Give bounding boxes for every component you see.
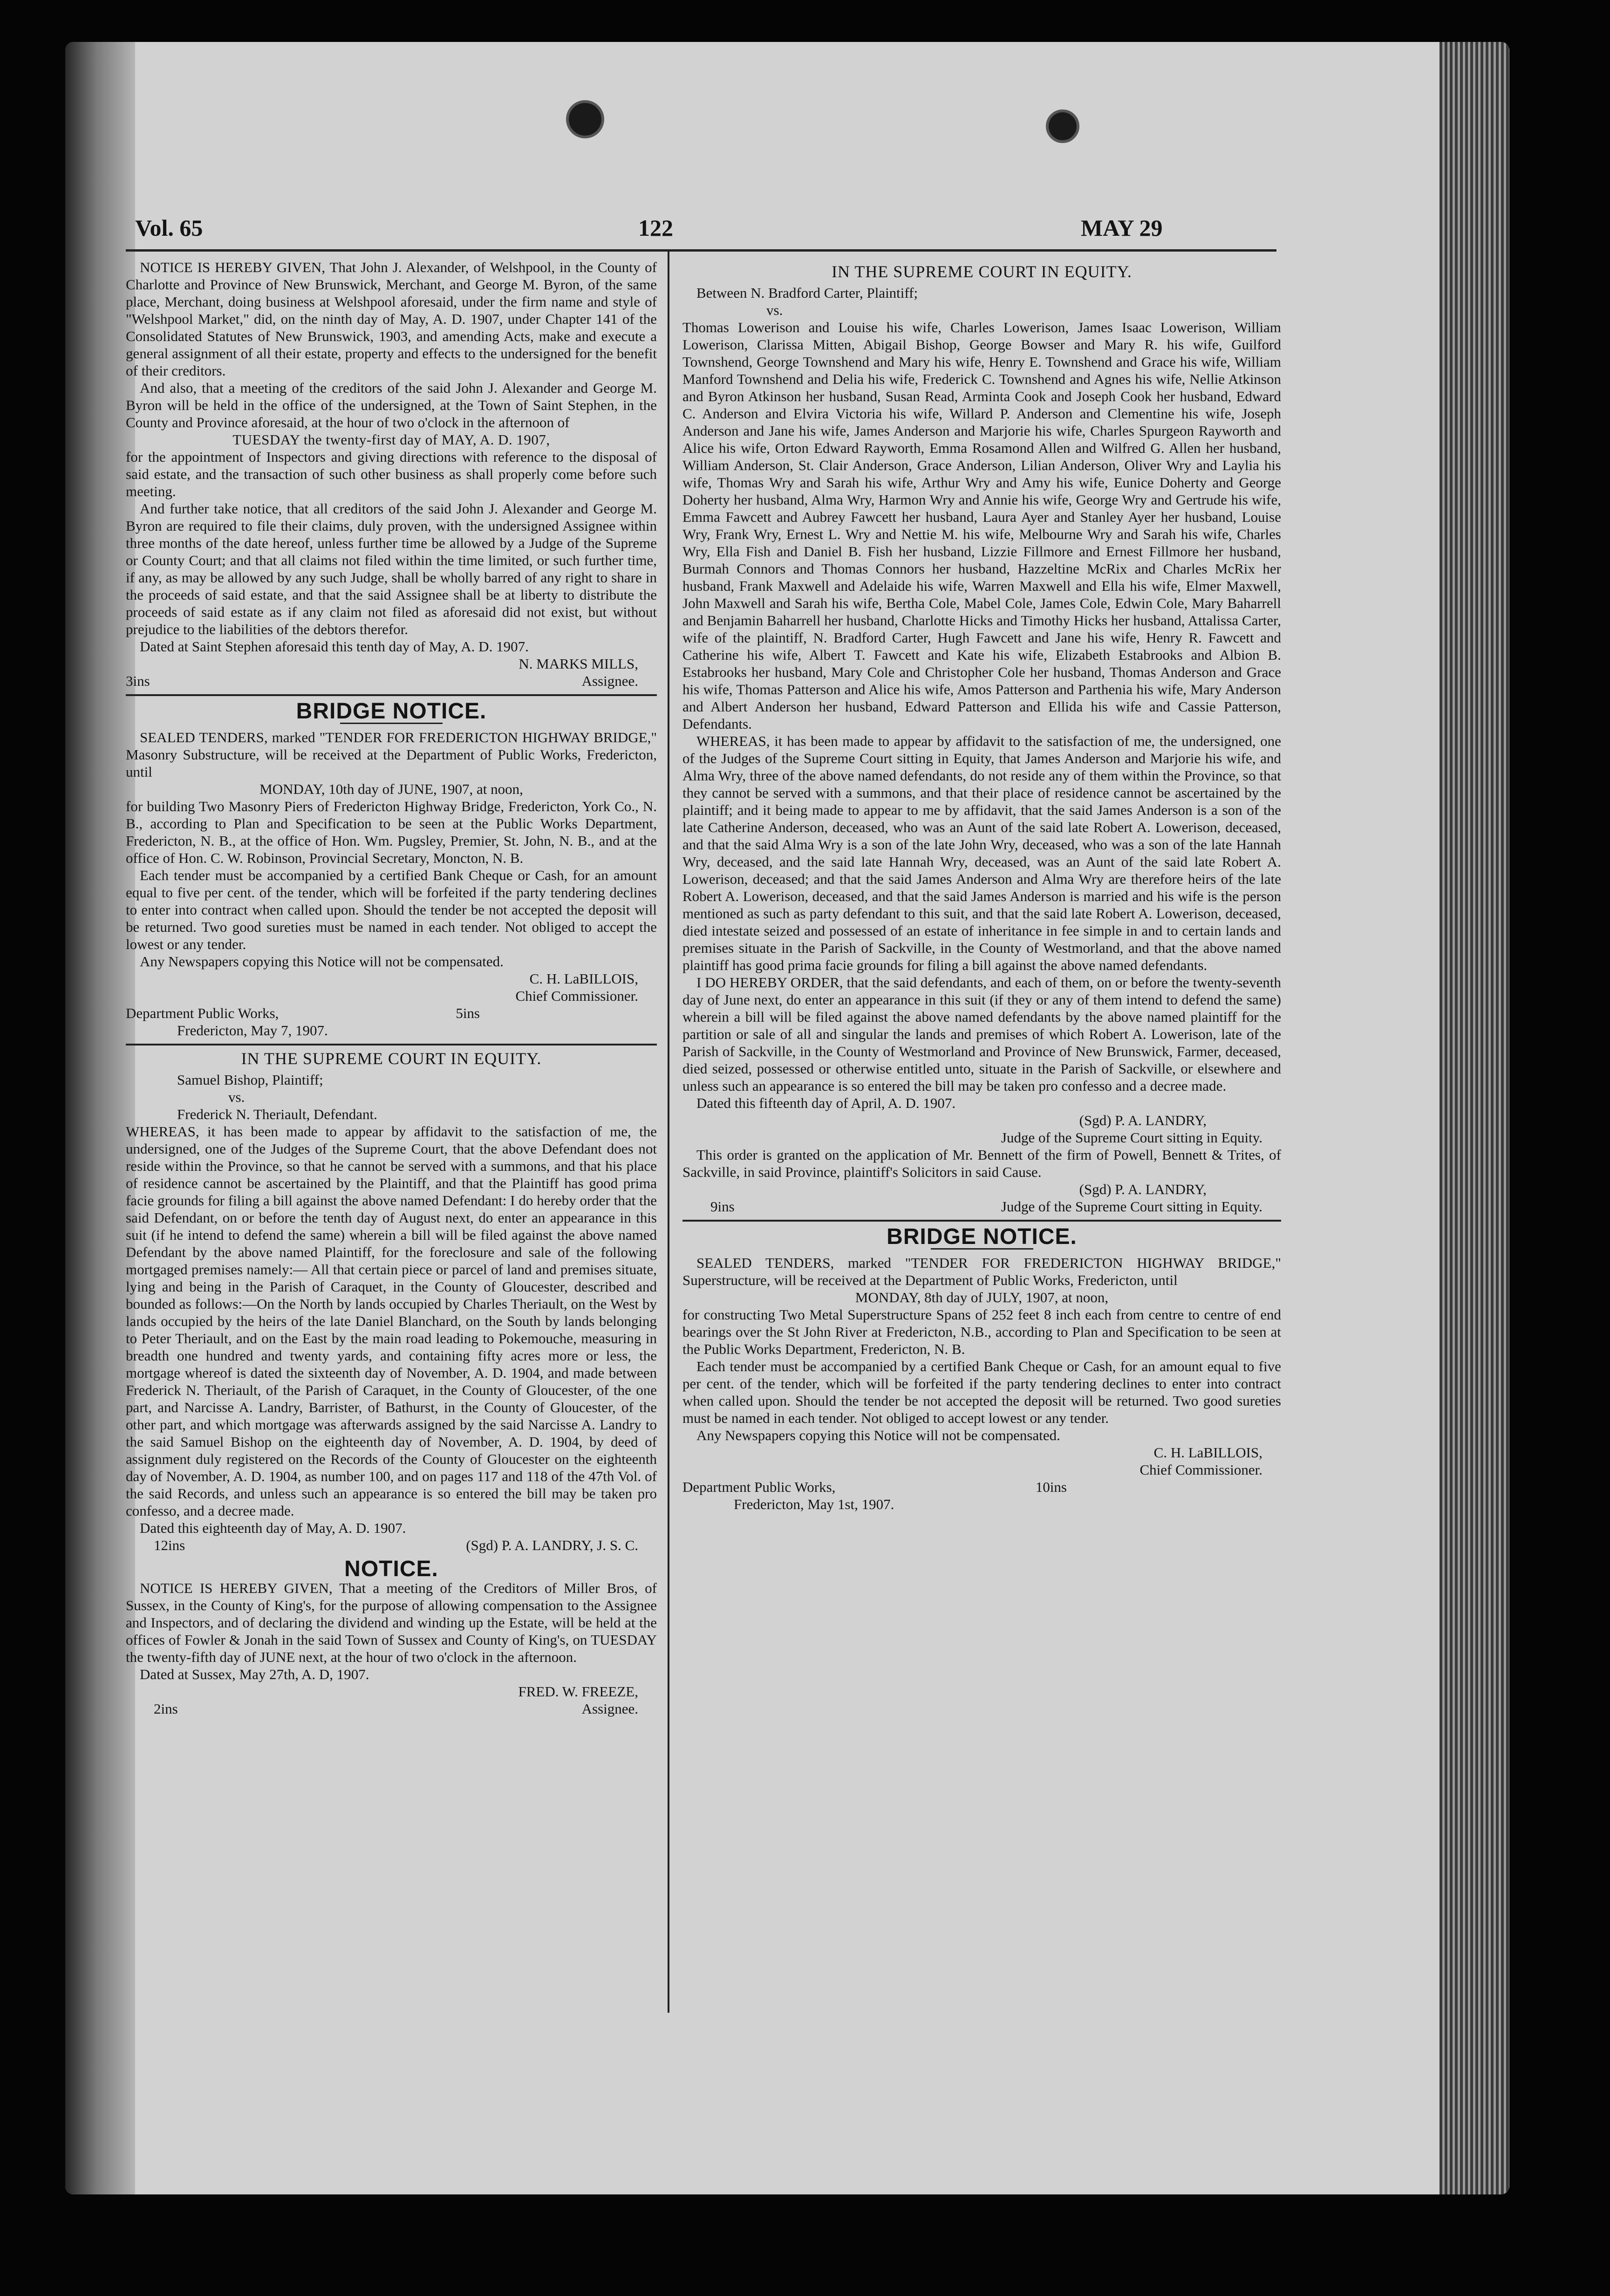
- bridge-notice-masonry: [126, 699, 657, 1039]
- section-rule: [126, 1044, 657, 1046]
- department: Department Public Works,: [126, 1005, 279, 1021]
- notice-body: NOTICE IS HEREBY GIVEN, That John J. Alexander, of Welshpool, in the County of Charlotte and Province of New Brunswick, Merchant, and George M. Byron, of the same place, Merchant, doing business at Welshpool aforesaid, under the firm name and style of "Welshpool Market," did, on the ninth day of May, A. D. 1907, under Chapter 141 of the Consolidated Statutes of New Brunswick, 1903, and amending Acts, make and execute a general assignment of all their estate, property and effects to the undersigned for the benefit of their creditors.: [126, 259, 657, 379]
- judge-signature: (Sgd) P. A. LANDRY, J. S. C.: [466, 1537, 638, 1553]
- judge-signature: (Sgd) P. A. LANDRY,: [1079, 1181, 1207, 1197]
- book-spine: [65, 42, 135, 2194]
- whereas-clause: WHEREAS, it has been made to appear by affidavit to the satisfaction of me, the undersigned, one of the Judges of the Supreme Court sitting in Equity, that James Anderson and Marjorie his wife, and Alma Wry, three of the above named defendants, do not reside any of them within the Province, so that they cannot be served with a summons, and that their place of residence cannot be ascertained by the plaintiff; and it being made to appear to me by affidavit, that the said James Anderson is a son of the late Catherine Anderson, deceased, who was an Aunt of the said late Robert A. Lowerison, deceased, and that the said Alma Wry is a son of the late John Wry, deceased, who was a son of the late Hannah Wry, deceased, and the said late Hannah Wry, deceased, was an Aunt of the said late Robert A. Lowerison, deceased; and that the said James Anderson and Alma Wry are therefore heirs of the late Robert A. Lowerison, deceased, and that the said James Anderson is married and his wife is the person mentioned as such as party defendant to this suit, and that the said late Robert A. Lowerison, deceased, died intestate seized and possessed of an estate of inheritance in fee simple in and to certain lands and premises situate in the Parish of Sackville, in the County of Westmorland, and that the above named plaintiff has good prima facie grounds for filing a bill against the above named defendants.: [682, 733, 1281, 973]
- section-rule: [126, 694, 657, 696]
- place-date: Fredericton, May 7, 1907.: [177, 1022, 328, 1039]
- judge-signature: (Sgd) P. A. LANDRY,: [1079, 1112, 1207, 1128]
- tender-terms: Each tender must be accompanied by a certified Bank Cheque or Cash, for an amount equal to five per cent. of the tender, which will be forfeited if the party tendering declines to enter into contract when called upon. Should the tender be not accepted the deposit will be returned. Two good sureties must be named in each tender. Not obliged to accept the lowest or any tender.: [126, 867, 657, 952]
- insertions: 3ins: [126, 673, 150, 689]
- notice-claims: And further take notice, that all creditors of the said John J. Alexander and George M. Byron are required to file their claims, duly proven, with the undersigned Assignee within three months of the date hereof, unless further time be allowed by a Judge of the Supreme or County Court; and that all claims not filed within the time limited, or such further time, if any, as may be allowed by any such Judge, shall be wholly barred of any right to share in the proceeds of said estate, and that the said Assignee shall be at liberty to distribute the proceeds of said estate as if any claim not filed as aforesaid did not exist, but without prejudice to the liabilities of the debtors therefor.: [126, 500, 657, 637]
- column-divider: [668, 252, 669, 2013]
- tender-date: MONDAY, 10th day of JUNE, 1907, at noon,: [259, 781, 523, 797]
- defendant: Frederick N. Theriault, Defendant.: [177, 1106, 377, 1122]
- judge-title: Judge of the Supreme Court sitting in Equity.: [1001, 1129, 1262, 1146]
- court-footer: [682, 1198, 1281, 1215]
- left-column: [126, 259, 657, 1717]
- department: Department Public Works,: [682, 1479, 836, 1495]
- tender-body: SEALED TENDERS, marked "TENDER FOR FREDERICTON HIGHWAY BRIDGE," Masonry Substructure, will be received at the Department of Public Works, Fredericton, until: [126, 729, 657, 780]
- issue-date: MAY 29: [1081, 215, 1163, 241]
- court-footer: [126, 1537, 657, 1554]
- versus: vs.: [766, 302, 783, 318]
- insertions: 2ins: [154, 1701, 178, 1717]
- paper-hole: [566, 100, 604, 138]
- section-heading: IN THE SUPREME COURT IN EQUITY.: [241, 1049, 542, 1068]
- section-heading: IN THE SUPREME COURT IN EQUITY.: [832, 262, 1132, 281]
- assignment-notice: [126, 259, 657, 690]
- tender-signer: C. H. LaBILLOIS,: [1153, 1444, 1262, 1461]
- signer-title: Assignee.: [581, 673, 638, 689]
- judge-title: Judge of the Supreme Court sitting in Equity.: [1001, 1198, 1262, 1215]
- plaintiff: Samuel Bishop, Plaintiff;: [177, 1072, 323, 1088]
- section-heading: NOTICE.: [344, 1557, 438, 1581]
- notice-signer: N. MARKS MILLS,: [518, 656, 638, 672]
- notice-purpose: for the appointment of Inspectors and giving directions with reference to the disposal of said estate, and the transaction of such other business as shall properly come before such meeting.: [126, 449, 657, 499]
- insertions: 12ins: [154, 1537, 185, 1553]
- application-note: This order is granted on the application of Mr. Bennett of the firm of Powell, Bennett & Trites, of Sackville, in said Province, plaintiff's Solicitors in said Cause.: [682, 1147, 1281, 1180]
- notice-dated: Dated at Sussex, May 27th, A. D, 1907.: [140, 1666, 369, 1682]
- paper-hole: [1046, 109, 1079, 143]
- tender-newspapers: Any Newspapers copying this Notice will not be compensated.: [140, 953, 504, 970]
- page-number: 122: [638, 215, 673, 241]
- notice-body: NOTICE IS HEREBY GIVEN, That a meeting of the Creditors of Miller Bros, of Sussex, in the County of King's, for the purpose of allowing compensation to the Assignee and Inspectors, and of declaring the dividend and winding up the Estate, will be held at the offices of Fowler & Jonah in the said Town of Sussex and County of King's, on TUESDAY the twenty-fifth day of JUNE next, at the hour of two o'clock in the afternoon.: [126, 1580, 657, 1665]
- notice-signer: FRED. W. FREEZE,: [518, 1683, 638, 1700]
- tender-footer: [126, 1004, 657, 1022]
- insertions: 5ins: [456, 1005, 480, 1021]
- notice-meeting-date: TUESDAY the twenty-first day of MAY, A. D. 1907,: [232, 431, 550, 448]
- tender-terms: Each tender must be accompanied by a certified Bank Cheque or Cash, for an amount equal to five per cent. of the tender, which will be forfeited if the party tendering declines to enter into contract when called upon. Should the tender be not accepted the deposit will be returned. Two good sureties must be named in each tender. Not obliged to accept lowest or any tender.: [682, 1358, 1281, 1426]
- tender-signer-title: Chief Commissioner.: [1139, 1462, 1262, 1478]
- section-heading: BRIDGE NOTICE.: [296, 699, 487, 724]
- section-rule: [682, 1220, 1281, 1222]
- right-column: [682, 259, 1281, 1513]
- supreme-court-notice-2: [682, 263, 1281, 1215]
- notice-dated: Dated at Saint Stephen aforesaid this tenth day of May, A. D. 1907.: [140, 638, 529, 655]
- tender-scope: for building Two Masonry Piers of Fredericton Highway Bridge, Fredericton, York Co., N. B., according to Plan and Specification to be seen at the Public Works Department, Fredericton, N. B., at the office of Hon. Wm. Pugsley, Premier, St. John, N. B., and at the office of Hon. C. W. Robinson, Provincial Secretary, Moncton, N. B.: [126, 798, 657, 866]
- page-edges: [1439, 42, 1509, 2194]
- notice-meeting: And also, that a meeting of the creditors of the said John J. Alexander and George M. Byron will be held in the office of the undersigned, at the Town of Saint Stephen, in the County and Province aforesaid, at the hour of two o'clock in the afternoon of: [126, 380, 657, 430]
- creditors-meeting-notice: [126, 1557, 657, 1717]
- section-heading: BRIDGE NOTICE.: [887, 1224, 1077, 1249]
- notice-footer: [126, 672, 657, 690]
- order-dated: Dated this fifteenth day of April, A. D. 1907.: [696, 1095, 956, 1111]
- court-body: WHEREAS, it has been made to appear by affidavit to the satisfaction of me, the undersigned, one of the Judges of the Supreme Court, that the above Defendant does not reside within the Province, so that he cannot be served with a summons, and that his place of residence cannot be ascertained by the Plaintiff, and that the Plaintiff has good prima facie grounds for filing a bill against the above named Defendant: I do hereby order that the said Defendant, on or before the tenth day of August next, do enter an appearance in this suit (if he intend to defend the same) wherein a bill will be filed against the above named Defendant by the above named Plaintiff, for the foreclosure and sale of the following mortgaged premises namely:— All that certain piece or parcel of land and premises situate, lying and being in the Parish of Caraquet, in the County of Gloucester, described and bounded as follows:—On the North by lands occupied by Charles Theriault, on the West by lands occupied by the heirs of the late Daniel Blanchard, on the South by lands belonging to Peter Theriault, and on the East by the main road leading to Pokemouche, measuring in breadth one hundred and twenty yards, and containing fifty acres more or less, the mortgage whereof is dated the sixteenth day of November, A. D. 1904, and made between Frederick N. Theriault, of the Parish of Caraquet, in the County of Gloucester, of the one part, and Narcisse A. Landry, Barrister, of Bathurst, in the County of Gloucester, of the other part, and which mortgage was afterwards assigned by the said Narcisse A. Landry to the said Samuel Bishop on the eighteenth day of November, A. D. 1904, by deed of assignment duly registered on the Records of the County of Gloucester on the eighteenth day of November, A. D. 1904, as number 100, and on pages 117 and 118 of the 47th Vol. of the said Records, and unless such an appearance is so entered the bill may be taken pro confesso, and a decree made.: [126, 1123, 657, 1519]
- tender-footer: [682, 1478, 1281, 1496]
- defendants-list: Thomas Lowerison and Louise his wife, Charles Lowerison, James Isaac Lowerison, William Lowerison, Clarissa Mitten, Abigail Bishop, George Bowser and Mary R. his wife, Guilford Townshend, George Townshend and Mary his wife, Henry E. Townshend and Grace his wife, William Manford Townshend and Delia his wife, Frederick C. Townshend and Agnes his wife, Nellie Atkinson and Byron Atkinson her husband, Susan Read, Arminta Cook and Joseph Cook her husband, Edward C. Anderson and Elvira Victoria his wife, Willard P. Anderson and Clementine his wife, Joseph Anderson and Jane his wife, James Anderson and Marjorie his wife, Charles Spurgeon Rayworth and Alice his wife, Orton Edward Rayworth, Emma Rosamond Allen and Wilfred G. Allen her husband, William Anderson, St. Clair Anderson, Grace Anderson, Lilian Anderson, Oliver Wry and Laylia his wife, Thomas Wry and Sarah his wife, Arthur Wry and Amy his wife, Eunice Doherty and George Doherty her husband, Alma Wry, Harmon Wry and Annie his wife, George Wry and Gertrude his wife, Emma Fawcett and Aubrey Fawcett her husband, Laura Ayer and Stanley Ayer her husband, Louise Wry, Frank Wry, Ernest L. Wry and Nettie M. his wife, Melbourne Wry and Sarah his wife, Charles Wry, Ella Fish and Daniel B. Fish her husband, Lizzie Fillmore and Ernest Fillmore her husband, Burmah Connors and Thomas Connors her husband, Hazzeltine McRix and Charles McRix her husband, Frank Maxwell and Adelaide his wife, Warren Maxwell and Ella his wife, Elmer Maxwell, John Maxwell and Sarah his wife, Bertha Cole, Mabel Cole, James Cole, Edwin Cole, Mary Baharrell and Benjamin Baharrell her husband, Charlotte Hicks and Timothy Hicks her husband, Attalissa Carter, wife of the plaintiff, N. Bradford Carter, Hugh Fawcett and Jane his wife, Henry R. Fawcett and Catherine his wife, Albert T. Fawcett and Kate his wife, Elizabeth Estabrooks and Albion B. Estabrooks her husband, Mary Cole and Christopher Cole her husband, Thomas Anderson and Grace his wife, Thomas Patterson and Alice his wife, Amos Patterson and Parthenia his wife, Mary Anderson and Albert Anderson her husband, Edward Patterson and Ellida his wife and Cassie Patterson, Defendants.: [682, 319, 1281, 732]
- tender-scope: for constructing Two Metal Superstructure Spans of 252 feet 8 inch each from centre to centre of end bearings over the St John River at Fredericton, N.B., according to Plan and Specification to be seen at the Public Works Department, Fredericton, N. B.: [682, 1306, 1281, 1357]
- tender-date: MONDAY, 8th day of JULY, 1907, at noon,: [855, 1289, 1109, 1305]
- supreme-court-notice-1: [126, 1050, 657, 1554]
- tender-signer: C. H. LaBILLOIS,: [529, 970, 638, 987]
- tender-newspapers: Any Newspapers copying this Notice will not be compensated.: [696, 1427, 1060, 1443]
- volume-label: Vol. 65: [135, 215, 203, 241]
- between-plaintiff: Between N. Bradford Carter, Plaintiff;: [696, 285, 918, 301]
- insertions: 10ins: [1035, 1479, 1067, 1495]
- place-date: Fredericton, May 1st, 1907.: [734, 1496, 894, 1512]
- insertions: 9ins: [710, 1198, 735, 1215]
- bridge-notice-superstructure: [682, 1224, 1281, 1513]
- header-rule: [126, 249, 1276, 252]
- versus: vs.: [228, 1089, 245, 1105]
- signer-title: Assignee.: [581, 1701, 638, 1717]
- court-dated: Dated this eighteenth day of May, A. D. 1907.: [140, 1520, 406, 1536]
- tender-signer-title: Chief Commissioner.: [515, 988, 638, 1004]
- tender-body: SEALED TENDERS, marked "TENDER FOR FREDERICTON HIGHWAY BRIDGE," Superstructure, will be received at the Department of Public Works, Fredericton, until: [682, 1255, 1281, 1288]
- order-clause: I DO HEREBY ORDER, that the said defendants, and each of them, on or before the twenty-seventh day of June next, do enter an appearance in this suit (if they or any of them intend to defend the same) wherein a bill will be filed against the above named defendants by the above named plaintiff for the partition or sale of all and singular the lands and premises of which Robert A. Lowerison, late of the Parish of Sackville, in the County of Westmorland and Province of New Brunswick, Farmer, deceased, died seized, possessed or otherwise entitled unto, situate in the Parish of Sackville, or elsewhere and unless such an appearance is so entered the bill may be taken pro confesso and a decree made.: [682, 974, 1281, 1094]
- notice-footer: [126, 1700, 657, 1717]
